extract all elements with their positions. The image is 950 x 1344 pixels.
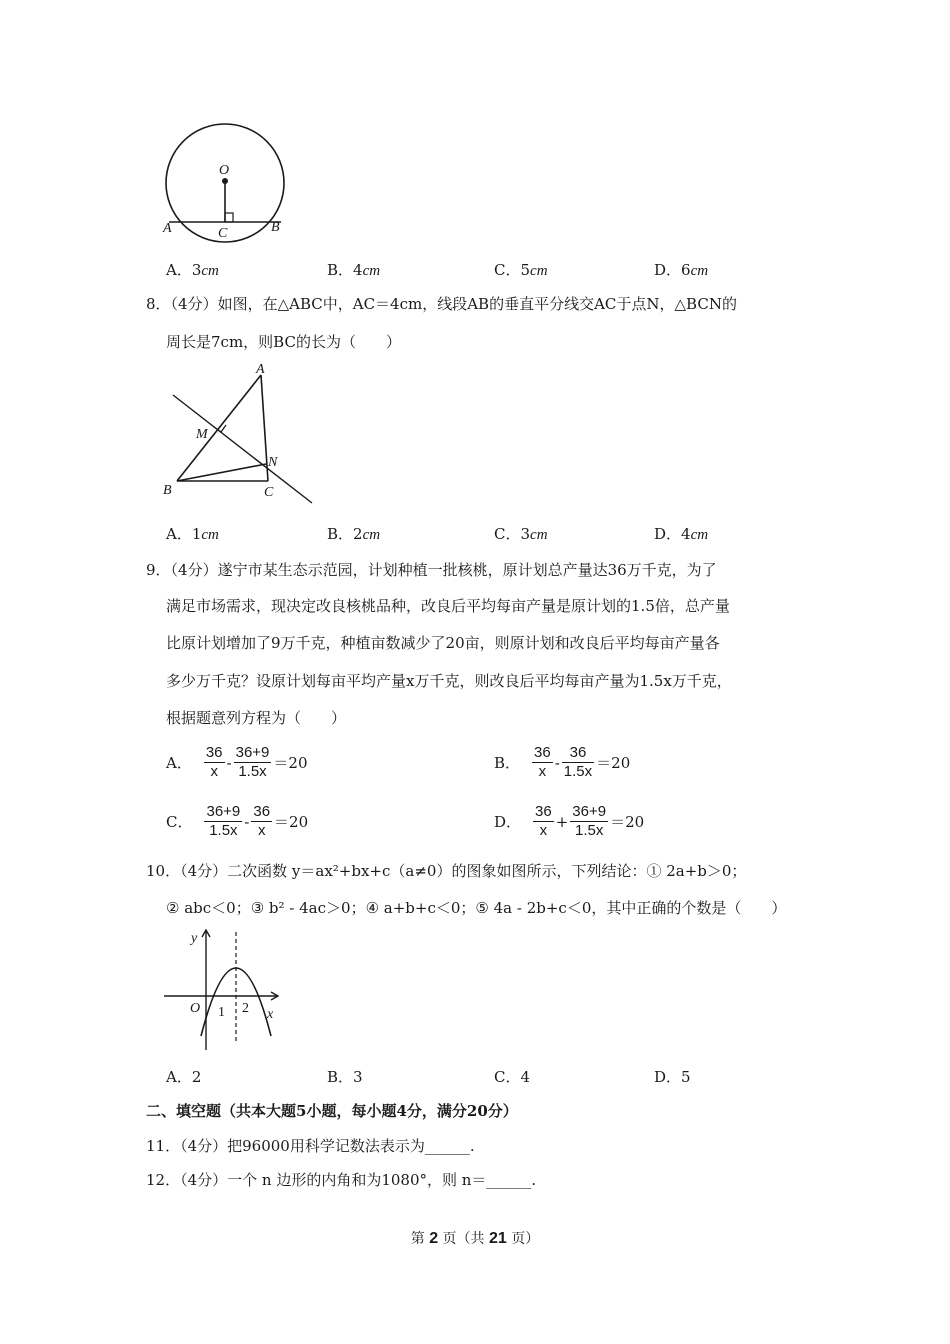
- label-o: O: [219, 163, 230, 178]
- tick-1: 1: [218, 1005, 225, 1020]
- q10-stem-line1: 10．（4分）二次函数 y＝ax²+bx+c（a≠0）的图象如图所示，下列结论：① 2a+b＞0；: [146, 862, 747, 880]
- q8-triangle-figure: [160, 360, 320, 510]
- section-heading-fill-in: 二、填空题（共本大题5小题，每小题4分，满分20分）: [146, 1102, 518, 1120]
- q9-stem-line5: 根据题意列方程为（ ）: [166, 709, 347, 727]
- q8-stem-line1: 8．（4分）如图，在△ABC中，AC＝4cm，线段AB的垂直平分线交AC于点N，△BCN的: [146, 295, 737, 313]
- label-m: M: [196, 427, 208, 442]
- perpendicular-bisector: [173, 395, 312, 503]
- q8-option-d: D．4cm: [654, 525, 709, 543]
- q9-option-c: C． $\frac{36+9}{1.5x}$ - $\frac{36}{x}$ ＝20: [166, 803, 309, 839]
- q10-stem-line2: ② abc＜0；③ b² - 4ac＞0；④ a+b+c＜0；⑤ 4a - 2b+c＜0，其中正确的个数是（ ）: [166, 899, 787, 917]
- q7-circle-figure: [155, 118, 295, 248]
- q8-option-a: A．1cm: [166, 525, 219, 543]
- q8-stem-line2: 周长是7cm，则BC的长为（ ）: [166, 333, 401, 351]
- label-c: C: [218, 226, 228, 241]
- right-angle-mark: [225, 213, 233, 222]
- q9-option-d: D． $\frac{36}{x}$ + $\frac{36+9}{1.5x}$ ＝20: [494, 803, 645, 839]
- label-b: B: [271, 220, 280, 235]
- side-ab: [177, 375, 261, 481]
- label-a: A: [163, 221, 172, 236]
- q9-stem-line1: 9．（4分）遂宁市某生态示范园，计划种植一批核桃，原计划总产量达36万千克，为了: [146, 561, 717, 579]
- q7-option-b: B．4cm: [327, 261, 381, 279]
- q9-option-b: B． $\frac{36}{x}$ - $\frac{36}{1.5x}$ ＝20: [494, 744, 631, 780]
- label-a: A: [256, 362, 265, 377]
- q7-option-c: C．5cm: [494, 261, 548, 279]
- label-x: x: [267, 1007, 274, 1022]
- q10-option-a: A．2: [166, 1068, 202, 1086]
- label-b: B: [163, 483, 172, 498]
- q10-option-b: B．3: [327, 1068, 363, 1086]
- q10-parabola-figure: [160, 924, 290, 1054]
- q9-stem-line4: 多少万千克？设原计划每亩平均产量x万千克，则改良后平均每亩产量为1.5x万千克，: [166, 672, 732, 690]
- label-o: O: [190, 1001, 201, 1016]
- q9-stem-line3: 比原计划增加了9万千克，种植亩数减少了20亩，则原计划和改良后平均每亩产量各: [166, 634, 720, 652]
- q7-option-d: D．6cm: [654, 261, 709, 279]
- center-point: [222, 178, 228, 184]
- label-n: N: [268, 455, 278, 470]
- q11-stem: 11．（4分）把96000用科学记数法表示为______.: [146, 1137, 475, 1155]
- q10-option-c: C．4: [494, 1068, 531, 1086]
- tick-2: 2: [242, 1001, 249, 1016]
- q12-stem: 12．（4分）一个 n 边形的内角和为1080°，则 n＝______.: [146, 1171, 537, 1189]
- q8-option-b: B．2cm: [327, 525, 381, 543]
- page-footer: 第 2 页（共 21 页）: [410, 1230, 540, 1247]
- q9-stem-line2: 满足市场需求，现决定改良核桃品种，改良后平均每亩产量是原计划的1.5倍，总产量: [166, 597, 730, 615]
- q9-option-a: A． $\frac{36}{x}$ - $\frac{36+9}{1.5x}$ ＝20: [166, 744, 308, 780]
- label-c: C: [264, 485, 274, 500]
- q7-option-a: A．3cm: [166, 261, 219, 279]
- q8-option-c: C．3cm: [494, 525, 548, 543]
- segment-bn: [177, 464, 266, 481]
- label-y: y: [191, 931, 198, 946]
- q10-option-d: D．5: [654, 1068, 691, 1086]
